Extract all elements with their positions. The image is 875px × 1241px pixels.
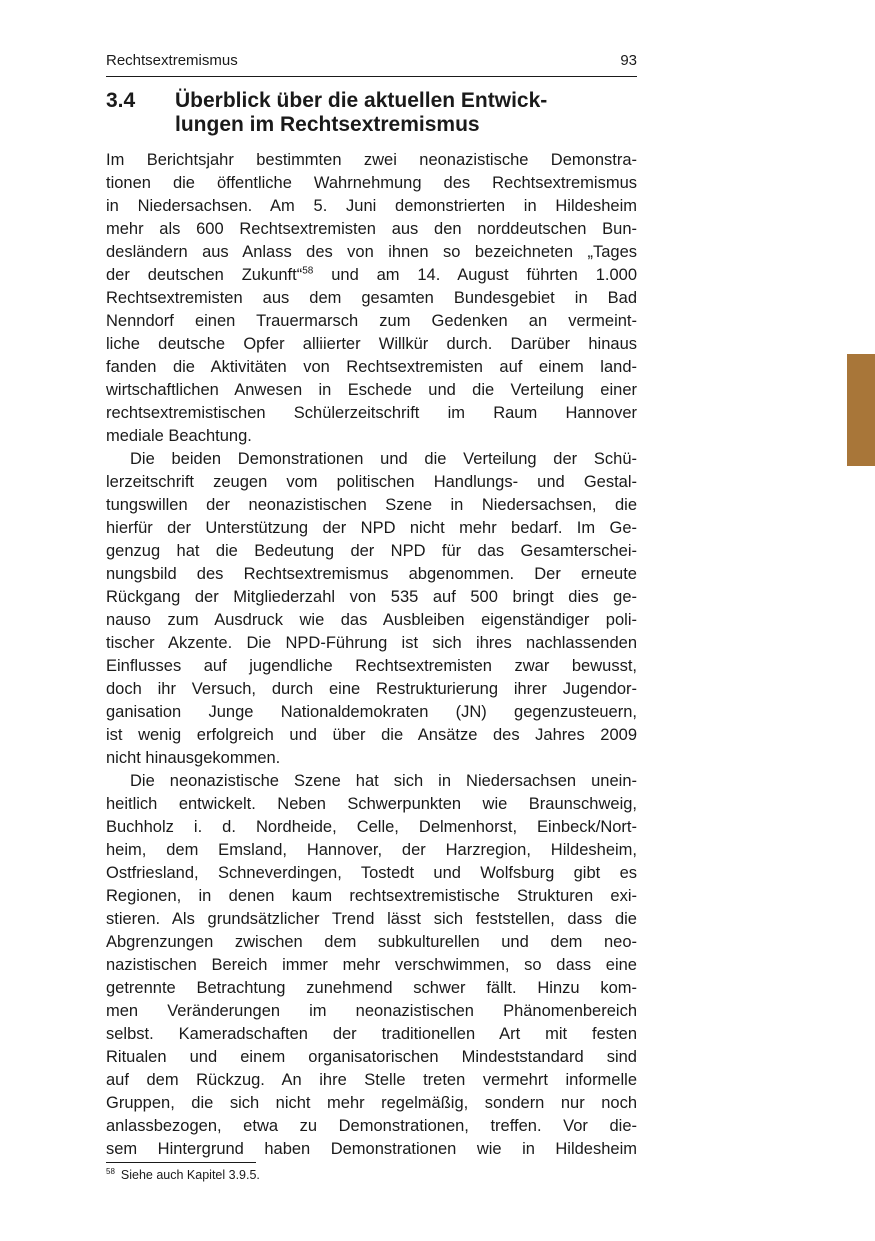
text-line: rechtsextremistischen Schülerzeitschrift im Raum Hannover <box>106 404 637 422</box>
text-line: tischer Akzente. Die NPD-Führung ist sich ihres nachlassenden <box>106 634 637 652</box>
section-number: 3.4 <box>106 89 136 112</box>
running-title: Rechtsextremismus <box>106 52 238 69</box>
text-line: anlassbezogen, etwa zu Demonstrationen, treffen. Vor die- <box>106 1117 637 1135</box>
text-line: ist wenig erfolgreich und über die Ansätze des Jahres 2009 <box>106 726 637 744</box>
section-title-line: Überblick über die aktuellen Entwick- <box>175 89 548 112</box>
text-line: Nenndorf einen Trauermarsch zum Gedenken an vermeint- <box>106 312 637 330</box>
text-line: getrennte Betrachtung zunehmend schwer fällt. Hinzu kom- <box>106 979 637 997</box>
text-line: heim, dem Emsland, Hannover, der Harzregion, Hildesheim, <box>106 841 637 859</box>
text-line: auf dem Rückzug. An ihre Stelle treten vermehrt informelle <box>106 1071 637 1089</box>
text-line: Ostfriesland, Schneverdingen, Tostedt und Wolfsburg gibt es <box>106 864 637 882</box>
paragraph <box>106 448 637 770</box>
text-line <box>106 264 637 287</box>
page-number: 93 <box>620 52 637 69</box>
text-line: lerzeitschrift zeugen vom politischen Handlungs- und Gestal- <box>106 473 637 491</box>
text-line: men Veränderungen im neonazistischen Phänomenbereich <box>106 1002 637 1020</box>
text-line: stieren. Als grundsätzlicher Trend lässt sich feststellen, dass die <box>106 910 637 928</box>
text-line: fanden die Aktivitäten von Rechtsextremisten auf einem land- <box>106 358 637 376</box>
footnote-number: 58 <box>106 1166 115 1176</box>
text-line: in Niedersachsen. Am 5. Juni demonstrierten in Hildesheim <box>106 197 637 215</box>
text-line: desländern aus Anlass des von ihnen so bezeichneten „Tages <box>106 243 637 261</box>
text-run: und am 14. August führten 1.000 <box>313 266 637 284</box>
text-line: Rückgang der Mitgliederzahl von 535 auf 500 bringt dies ge- <box>106 588 637 606</box>
chapter-thumb-tab <box>847 354 875 466</box>
text-line: doch ihr Versuch, durch eine Restrukturierung ihrer Jugendor- <box>106 680 637 698</box>
text-line: Die beiden Demonstrationen und die Verteilung der Schü- <box>130 450 637 468</box>
text-line: nazistischen Bereich immer mehr verschwimmen, so dass eine <box>106 956 637 974</box>
text-line: Abgrenzungen zwischen dem subkulturellen und dem neo- <box>106 933 637 951</box>
text-line: Rechtsextremisten aus dem gesamten Bundesgebiet in Bad <box>106 289 637 307</box>
text-line: Einflusses auf jugendliche Rechtsextremisten zwar bewusst, <box>106 657 637 675</box>
text-line: Buchholz i. d. Nordheide, Celle, Delmenhorst, Einbeck/Nort- <box>106 818 637 836</box>
text-line: Im Berichtsjahr bestimmten zwei neonazistische Demonstra- <box>106 151 637 169</box>
text-line: tionen die öffentliche Wahrnehmung des Rechtsextremismus <box>106 174 637 192</box>
text-line: Regionen, in denen kaum rechtsextremistische Strukturen exi- <box>106 887 637 905</box>
text-line: mehr als 600 Rechtsextremisten aus den norddeutschen Bun- <box>106 220 637 238</box>
paragraph <box>106 149 637 448</box>
body-text <box>106 149 637 1161</box>
footnote <box>106 1167 260 1183</box>
footnote-text: Siehe auch Kapitel 3.9.5. <box>120 1168 260 1182</box>
text-line: wirtschaftlichen Anwesen in Eschede und die Verteilung einer <box>106 381 637 399</box>
text-line: nungsbild des Rechtsextremismus abgenommen. Der erneute <box>106 565 637 583</box>
section-title-line: lungen im Rechtsextremismus <box>175 113 480 136</box>
text-line: sem Hintergrund haben Demonstrationen wie in Hildesheim <box>106 1140 637 1158</box>
text-line: heitlich entwickelt. Neben Schwerpunkten wie Braunschweig, <box>106 795 637 813</box>
footnote-reference: 58 <box>302 265 314 277</box>
text-line: selbst. Kameradschaften der traditionellen Art mit festen <box>106 1025 637 1043</box>
text-line: liche deutsche Opfer alliierter Willkür durch. Darüber hinaus <box>106 335 637 353</box>
text-run: der deutschen Zukunft“ <box>106 266 303 284</box>
text-line: Die neonazistische Szene hat sich in Niedersachsen unein- <box>130 772 637 790</box>
text-line: nicht hinausgekommen. <box>106 749 281 767</box>
header-rule <box>106 76 637 77</box>
text-line: nauso zum Ausdruck wie das Ausbleiben eigenständiger poli- <box>106 611 637 629</box>
text-line: ganisation Junge Nationaldemokraten (JN) gegenzusteuern, <box>106 703 637 721</box>
text-line: genzug hat die Bedeutung der NPD für das Gesamterschei- <box>106 542 637 560</box>
footnote-rule <box>106 1162 256 1163</box>
text-line: hierfür der Unterstützung der NPD nicht mehr bedarf. Im Ge- <box>106 519 637 537</box>
text-line: Ritualen und einem organisatorischen Mindeststandard sind <box>106 1048 637 1066</box>
paragraph <box>106 770 637 1161</box>
section-title <box>175 89 637 137</box>
text-line: mediale Beachtung. <box>106 427 252 445</box>
text-line: Gruppen, die sich nicht mehr regelmäßig, sondern nur noch <box>106 1094 637 1112</box>
text-line: tungswillen der neonazistischen Szene in Niedersachsen, die <box>106 496 637 514</box>
